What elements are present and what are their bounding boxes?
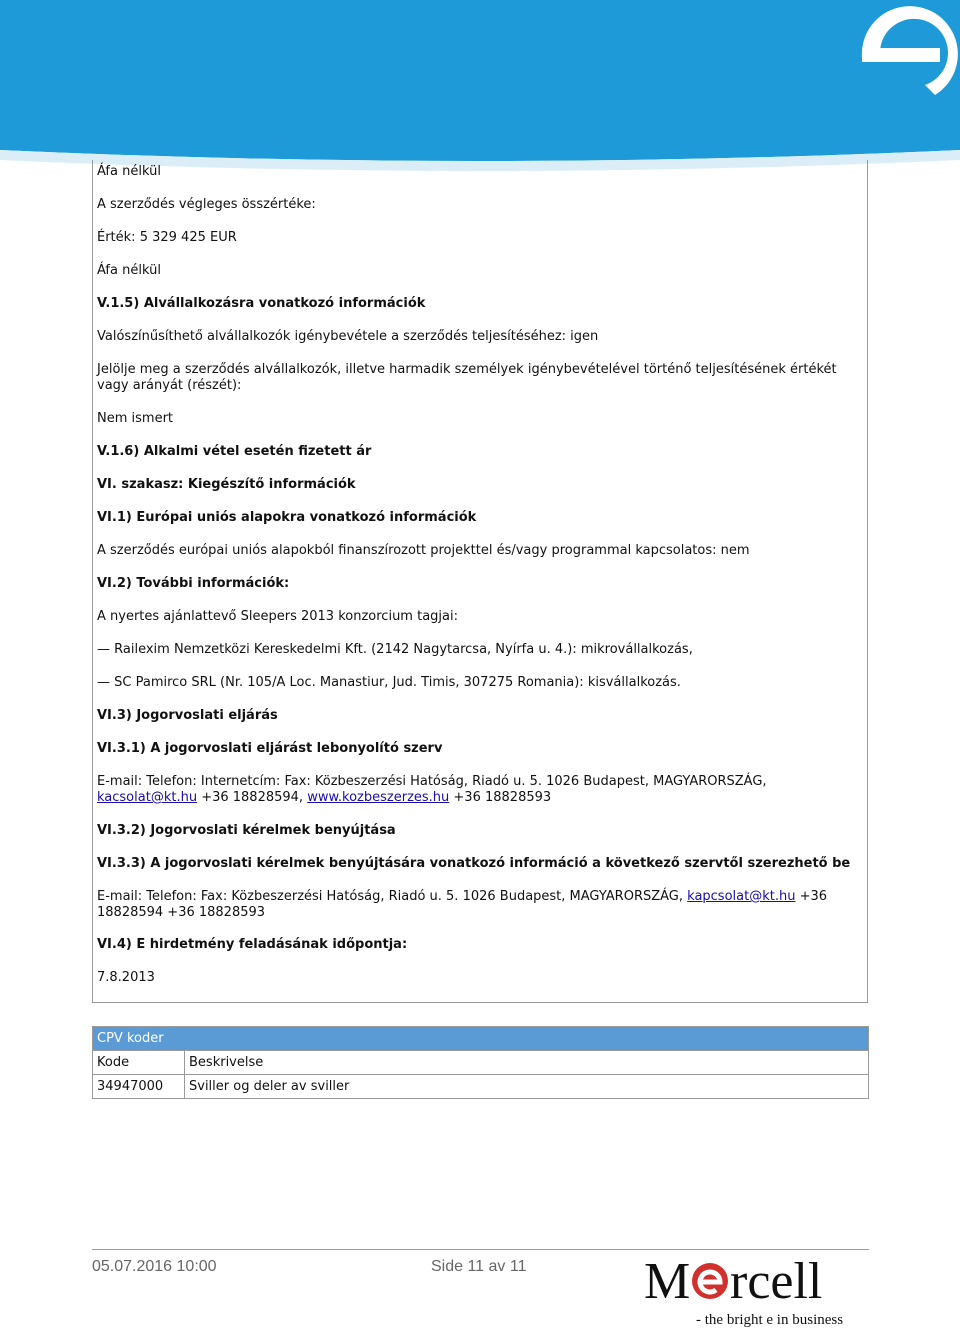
text-line: Érték: 5 329 425 EUR	[97, 230, 237, 245]
mercell-logo	[644, 1252, 869, 1329]
cpv-table-title-row	[93, 1027, 869, 1051]
section-heading: VI.4) E hirdetmény feladásának időpontja:	[97, 937, 408, 952]
text-line: 7.8.2013	[97, 970, 155, 985]
section-heading: VI. szakasz: Kiegészítő információk	[97, 477, 356, 492]
list-item: — Railexim Nemzetközi Kereskedelmi Kft. (2142 Nagytarcsa, Nyírfa u. 4.): mikrovállalkozás,	[97, 642, 693, 657]
cpv-code-cell: 34947000	[93, 1075, 185, 1099]
cpv-col-code-header: Kode	[93, 1051, 185, 1075]
contact-text: E-mail: Telefon: Fax: Közbeszerzési Hatóság, Riadó u. 5. 1026 Budapest, MAGYARORSZÁG,	[97, 889, 688, 904]
text-line: Áfa nélkül	[97, 263, 161, 278]
cpv-col-desc-header: Beskrivelse	[185, 1051, 869, 1075]
svg-text:rcell: rcell	[730, 1253, 823, 1310]
footer-date: 05.07.2016 10:00	[92, 1258, 217, 1275]
section-heading: VI.3.1) A jogorvoslati eljárást lebonyolító szerv	[97, 741, 443, 756]
cpv-table	[92, 1026, 869, 1099]
contact-text: +36 18828594,	[197, 790, 308, 805]
svg-text:M: M	[644, 1253, 691, 1310]
cpv-desc-cell: Sviller og deler av sviller	[185, 1075, 869, 1099]
contact-paragraph	[97, 889, 862, 921]
text-line: Áfa nélkül	[97, 164, 161, 179]
table-row	[93, 1075, 869, 1099]
logo-tagline: - the bright e in business	[696, 1312, 844, 1328]
website-link[interactable]: www.kozbeszerzes.hu	[307, 790, 450, 805]
email-link[interactable]: kacsolat@kt.hu	[97, 790, 198, 805]
section-heading: VI.3) Jogorvoslati eljárás	[97, 708, 278, 723]
cpv-table-header-row	[93, 1051, 869, 1075]
section-heading: VI.3.2) Jogorvoslati kérelmek benyújtása	[97, 823, 396, 838]
contact-text: +36 18828594 +36 18828593	[97, 889, 828, 920]
section-heading: V.1.5) Alvállalkozásra vonatkozó információk	[97, 296, 426, 311]
header-banner	[0, 0, 960, 175]
contact-text: E-mail: Telefon: Internetcím: Fax: Közbeszerzési Hatóság, Riadó u. 5. 1026 Budapest, MAGYARORSZÁG,	[97, 774, 767, 789]
list-item: — SC Pamirco SRL (Nr. 105/A Loc. Manastiur, Jud. Timis, 307275 Romania): kisvállalkozás.	[97, 675, 681, 690]
email-link[interactable]: kapcsolat@kt.hu	[687, 889, 796, 904]
text-paragraph: Jelölje meg a szerződés alvállalkozók, illetve harmadik személyek igénybevételével történő teljesítésének értékét vagy arányát (részét):	[97, 362, 837, 393]
text-line: Nem ismert	[97, 411, 174, 426]
text-line: A nyertes ajánlattevő Sleepers 2013 konzorcium tagjai:	[97, 609, 458, 624]
section-heading: V.1.6) Alkalmi vétel esetén fizetett ár	[97, 444, 372, 459]
cpv-table-title: CPV koder	[93, 1027, 869, 1051]
contact-paragraph	[97, 774, 862, 806]
footer-divider	[92, 1249, 869, 1250]
text-line: A szerződés európai uniós alapokból finanszírozott projekttel és/vagy programmal kapcsolatos: nem	[97, 543, 750, 558]
section-heading: VI.3.3) A jogorvoslati kérelmek benyújtására vonatkozó információ a következő szervtől szerezhető be	[97, 856, 851, 871]
text-line: A szerződés végleges összértéke:	[97, 197, 316, 212]
text-line: Valószínűsíthető alvállalkozók igénybevétele a szerződés teljesítéséhez: igen	[97, 329, 599, 344]
section-heading: VI.1) Európai uniós alapokra vonatkozó információk	[97, 510, 477, 525]
contact-text: +36 18828593	[449, 790, 552, 805]
section-heading: VI.2) További információk:	[97, 576, 290, 591]
footer-page-number: Side 11 av 11	[431, 1258, 527, 1275]
